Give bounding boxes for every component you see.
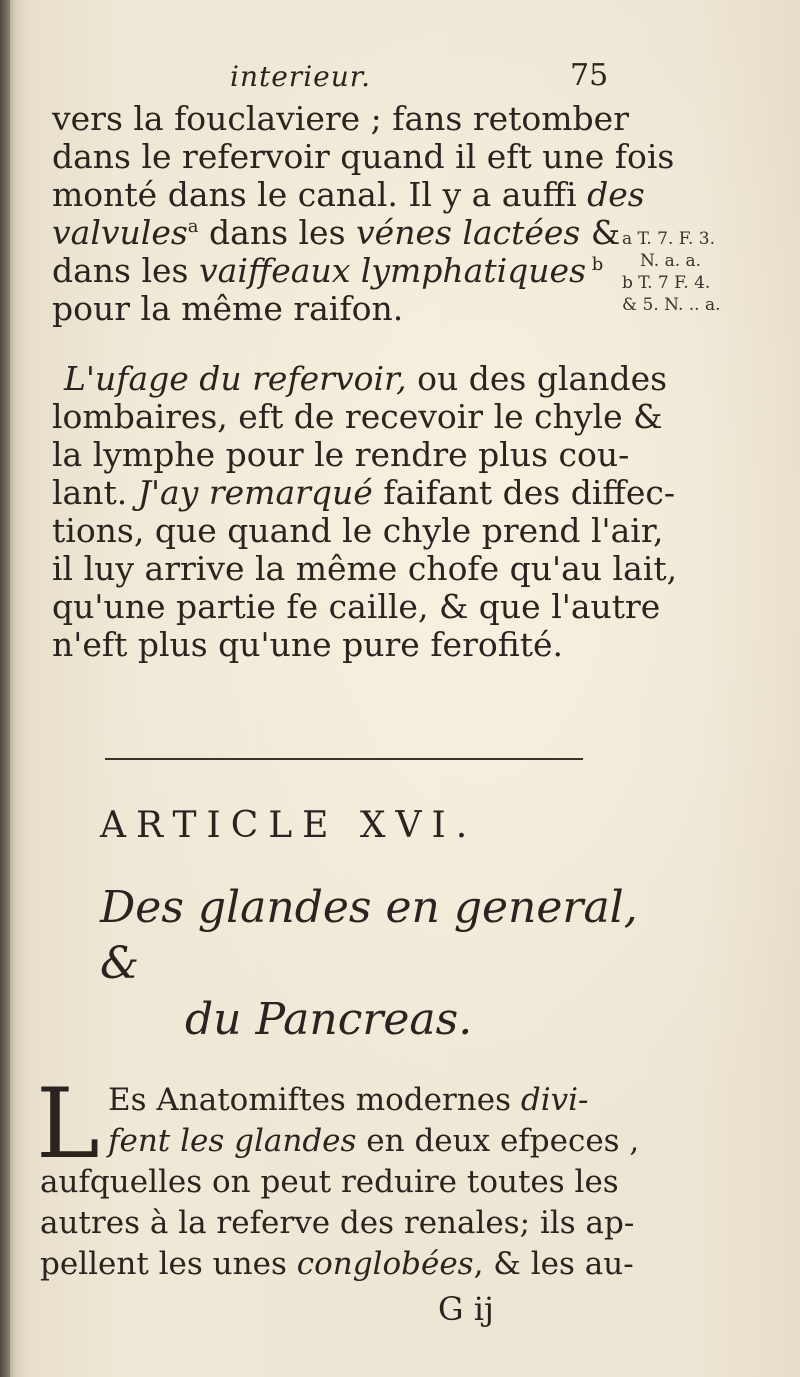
text-line: vers la fouclaviere ; fans retomber (52, 99, 629, 138)
text-line: pour la même raifon. (52, 289, 404, 328)
margin-note-b-cont: & 5. N. .. a. (622, 295, 721, 315)
margin-note-a: a T. 7. F. 3. (622, 229, 715, 249)
text-line: il luy arrive la même chofe qu'au lait, (52, 549, 678, 588)
text-line: L'ufage du refervoir, ou des glandes (64, 359, 668, 398)
section-title-line: Des glandes en general, & (100, 882, 638, 989)
section-title-line: du Pancreas. (185, 994, 473, 1045)
section-title (100, 880, 660, 1048)
text-line: autres à la referve des renales; ils ap- (40, 1205, 635, 1241)
text-line: dans les vaiffeaux lymphatiques $^b$ (52, 251, 604, 290)
text-line: dans le refervoir quand il eft une fois (52, 137, 675, 176)
running-head (230, 60, 630, 96)
text-line: lombaires, eft de recevoir le chyle & (52, 397, 663, 436)
text-line: monté dans le canal. Il y a auffi des (52, 175, 645, 214)
text-line: aufquelles on peut reduire toutes les (40, 1164, 619, 1200)
article-heading: ARTICLE XVI. (100, 805, 478, 846)
paragraph-glandes (40, 1080, 640, 1285)
text-line: pellent les unes conglobées, & les au- (40, 1246, 634, 1282)
text-line: lant. J'ay remarqué faifant des diffec- (52, 473, 675, 512)
section-divider (105, 758, 583, 760)
margin-note-b: b T. 7 F. 4. (622, 273, 711, 293)
footnote-marker-b: b (586, 254, 604, 275)
text-line: tions, que quand le chyle prend l'air, (52, 511, 664, 550)
text-line: fent les glandes en deux efpeces , (108, 1123, 640, 1159)
margin-note-a-cont: N. a. a. (640, 251, 702, 271)
text-line: valvules$^a$ dans les vénes lactées & (52, 213, 621, 252)
page-number: 75 (570, 58, 609, 93)
paragraph-usage (52, 359, 678, 664)
text-line: qu'une partie fe caille, & que l'autre (52, 587, 661, 626)
footnote-marker-a: a (187, 216, 199, 237)
text-line: n'eft plus qu'une pure ferofité. (52, 625, 564, 664)
text-line: la lymphe pour le rendre plus cou- (52, 435, 630, 474)
running-head-title: interieur. (230, 60, 371, 93)
drop-cap: L (36, 1068, 100, 1180)
margin-notes (622, 228, 794, 316)
page-gutter (0, 0, 10, 1377)
signature-mark: G ij (438, 1290, 494, 1328)
text-line: Es Anatomiftes modernes divi- (108, 1082, 589, 1118)
